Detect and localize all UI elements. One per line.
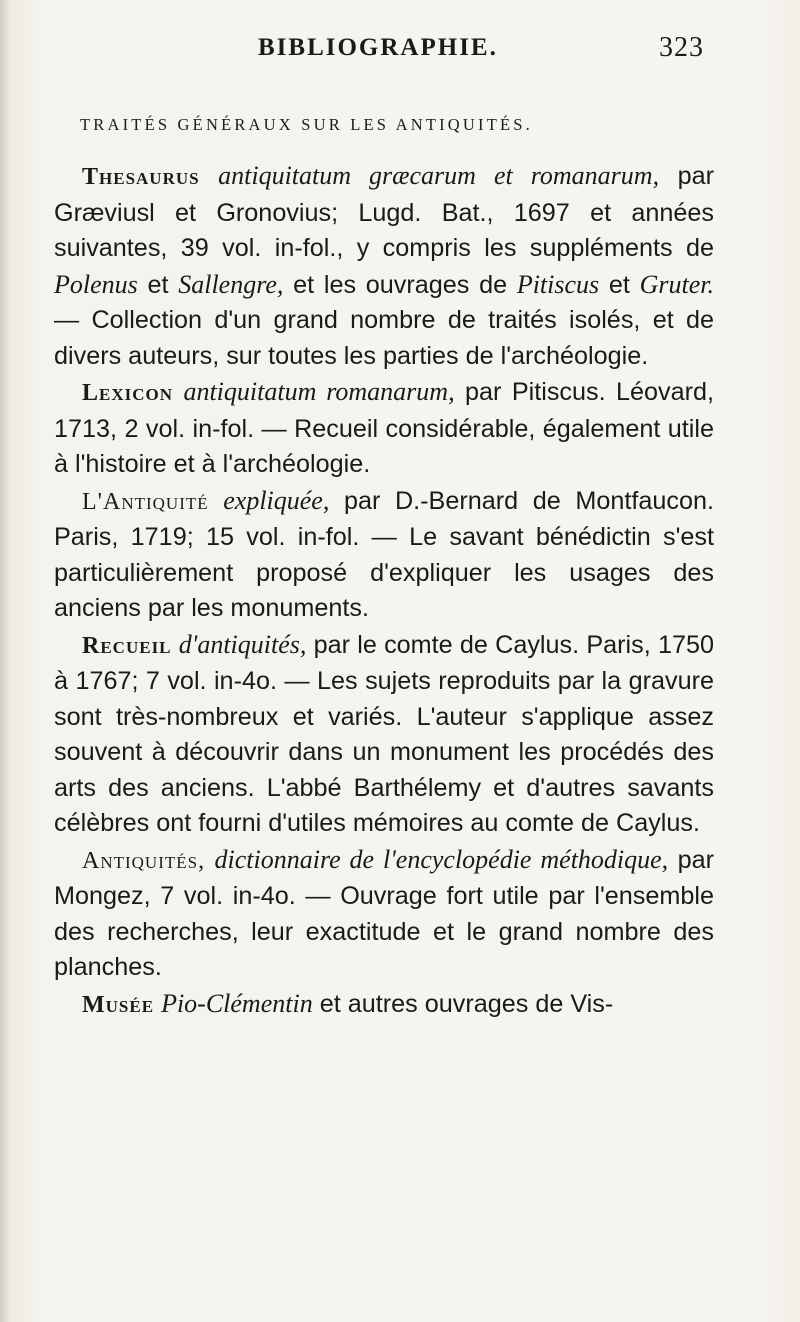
entry-title: Pio-Clémentin — [161, 988, 313, 1018]
entry-text: par D.-Bernard de Montfaucon. Paris, 1719; 15 vol. in-fol. — Le savant bénédictin s'est particulièrement proposé d'expliquer les usages des anciens par les monuments. — [54, 486, 714, 622]
entry-author: Gruter. — [639, 269, 715, 299]
bibliography-text — [54, 158, 714, 1023]
entry-title: expliquée, — [223, 485, 330, 515]
entry-text: et autres ouvrages de Vis- — [319, 989, 614, 1018]
entry-author: Sallengre, — [178, 269, 284, 299]
page-number: 323 — [659, 32, 704, 63]
entry-author: Polenus — [54, 269, 138, 299]
entry-lead: Recueil — [82, 632, 172, 659]
entry-text: — Collection d'un grand nombre de traités isolés, et de divers auteurs, sur toutes les parties de l'archéologie. — [54, 306, 714, 370]
entry-text: par le comte de Caylus. Paris, 1750 à 1767; 7 vol. in-4o. — Les sujets reproduits par la gravure sont très-nombreux et variés. L'auteur s'applique assez souvent à découvrir dans un monument les procédés des arts des anciens. L'abbé Barthélemy et d'autres savants célèbres ont fourni d'utiles mémoires au comte de Caylus. — [54, 630, 714, 837]
entry-title: antiquitatum romanarum, — [183, 377, 455, 406]
entry-text: par Græviusl et Gronovius; Lugd. Bat., 1697 et années suivantes, 39 vol. in-fol., y compris les suppléments de — [54, 162, 715, 262]
page-header — [0, 34, 800, 74]
entry-lexicon — [54, 374, 714, 483]
section-title: TRAITÉS GÉNÉRAUX SUR LES ANTIQUITÉS. — [80, 115, 533, 134]
entry-antiquite-expliquee — [54, 483, 714, 627]
entry-antiquites-dictionnaire — [54, 842, 714, 986]
entry-lead: L'Antiquité — [82, 488, 209, 515]
entry-recueil — [54, 627, 714, 842]
entry-lead: Thesaurus — [82, 164, 200, 190]
entry-title: antiquitatum græcarum et romanarum, — [218, 161, 660, 190]
entry-text: par Pitiscus. Léovard, 1713, 2 vol. in-fol. — Recueil considérable, également utile à l'histoire et à l'archéologie. — [54, 378, 715, 478]
entry-text: et — [608, 270, 630, 299]
entry-lead: Antiquités, — [82, 847, 206, 874]
entry-thesaurus — [54, 158, 714, 374]
entry-title: dictionnaire de l'encyclopédie méthodique, — [214, 844, 669, 874]
entry-title: d'antiquités, — [178, 629, 307, 659]
page-gutter-shadow — [0, 0, 10, 1322]
entry-text: et les ouvrages de — [293, 270, 508, 299]
entry-lead: Lexicon — [82, 380, 174, 406]
entry-text: par Mongez, 7 vol. in-4o. — Ouvrage fort utile par l'ensemble des recherches, leur exactitude et le grand nombre des planches. — [54, 845, 715, 981]
entry-author: Pitiscus — [516, 269, 600, 299]
entry-lead: Musée — [82, 991, 155, 1018]
entry-text: et — [147, 270, 169, 299]
running-head: BIBLIOGRAPHIE. — [258, 34, 498, 61]
entry-musee — [54, 986, 714, 1024]
